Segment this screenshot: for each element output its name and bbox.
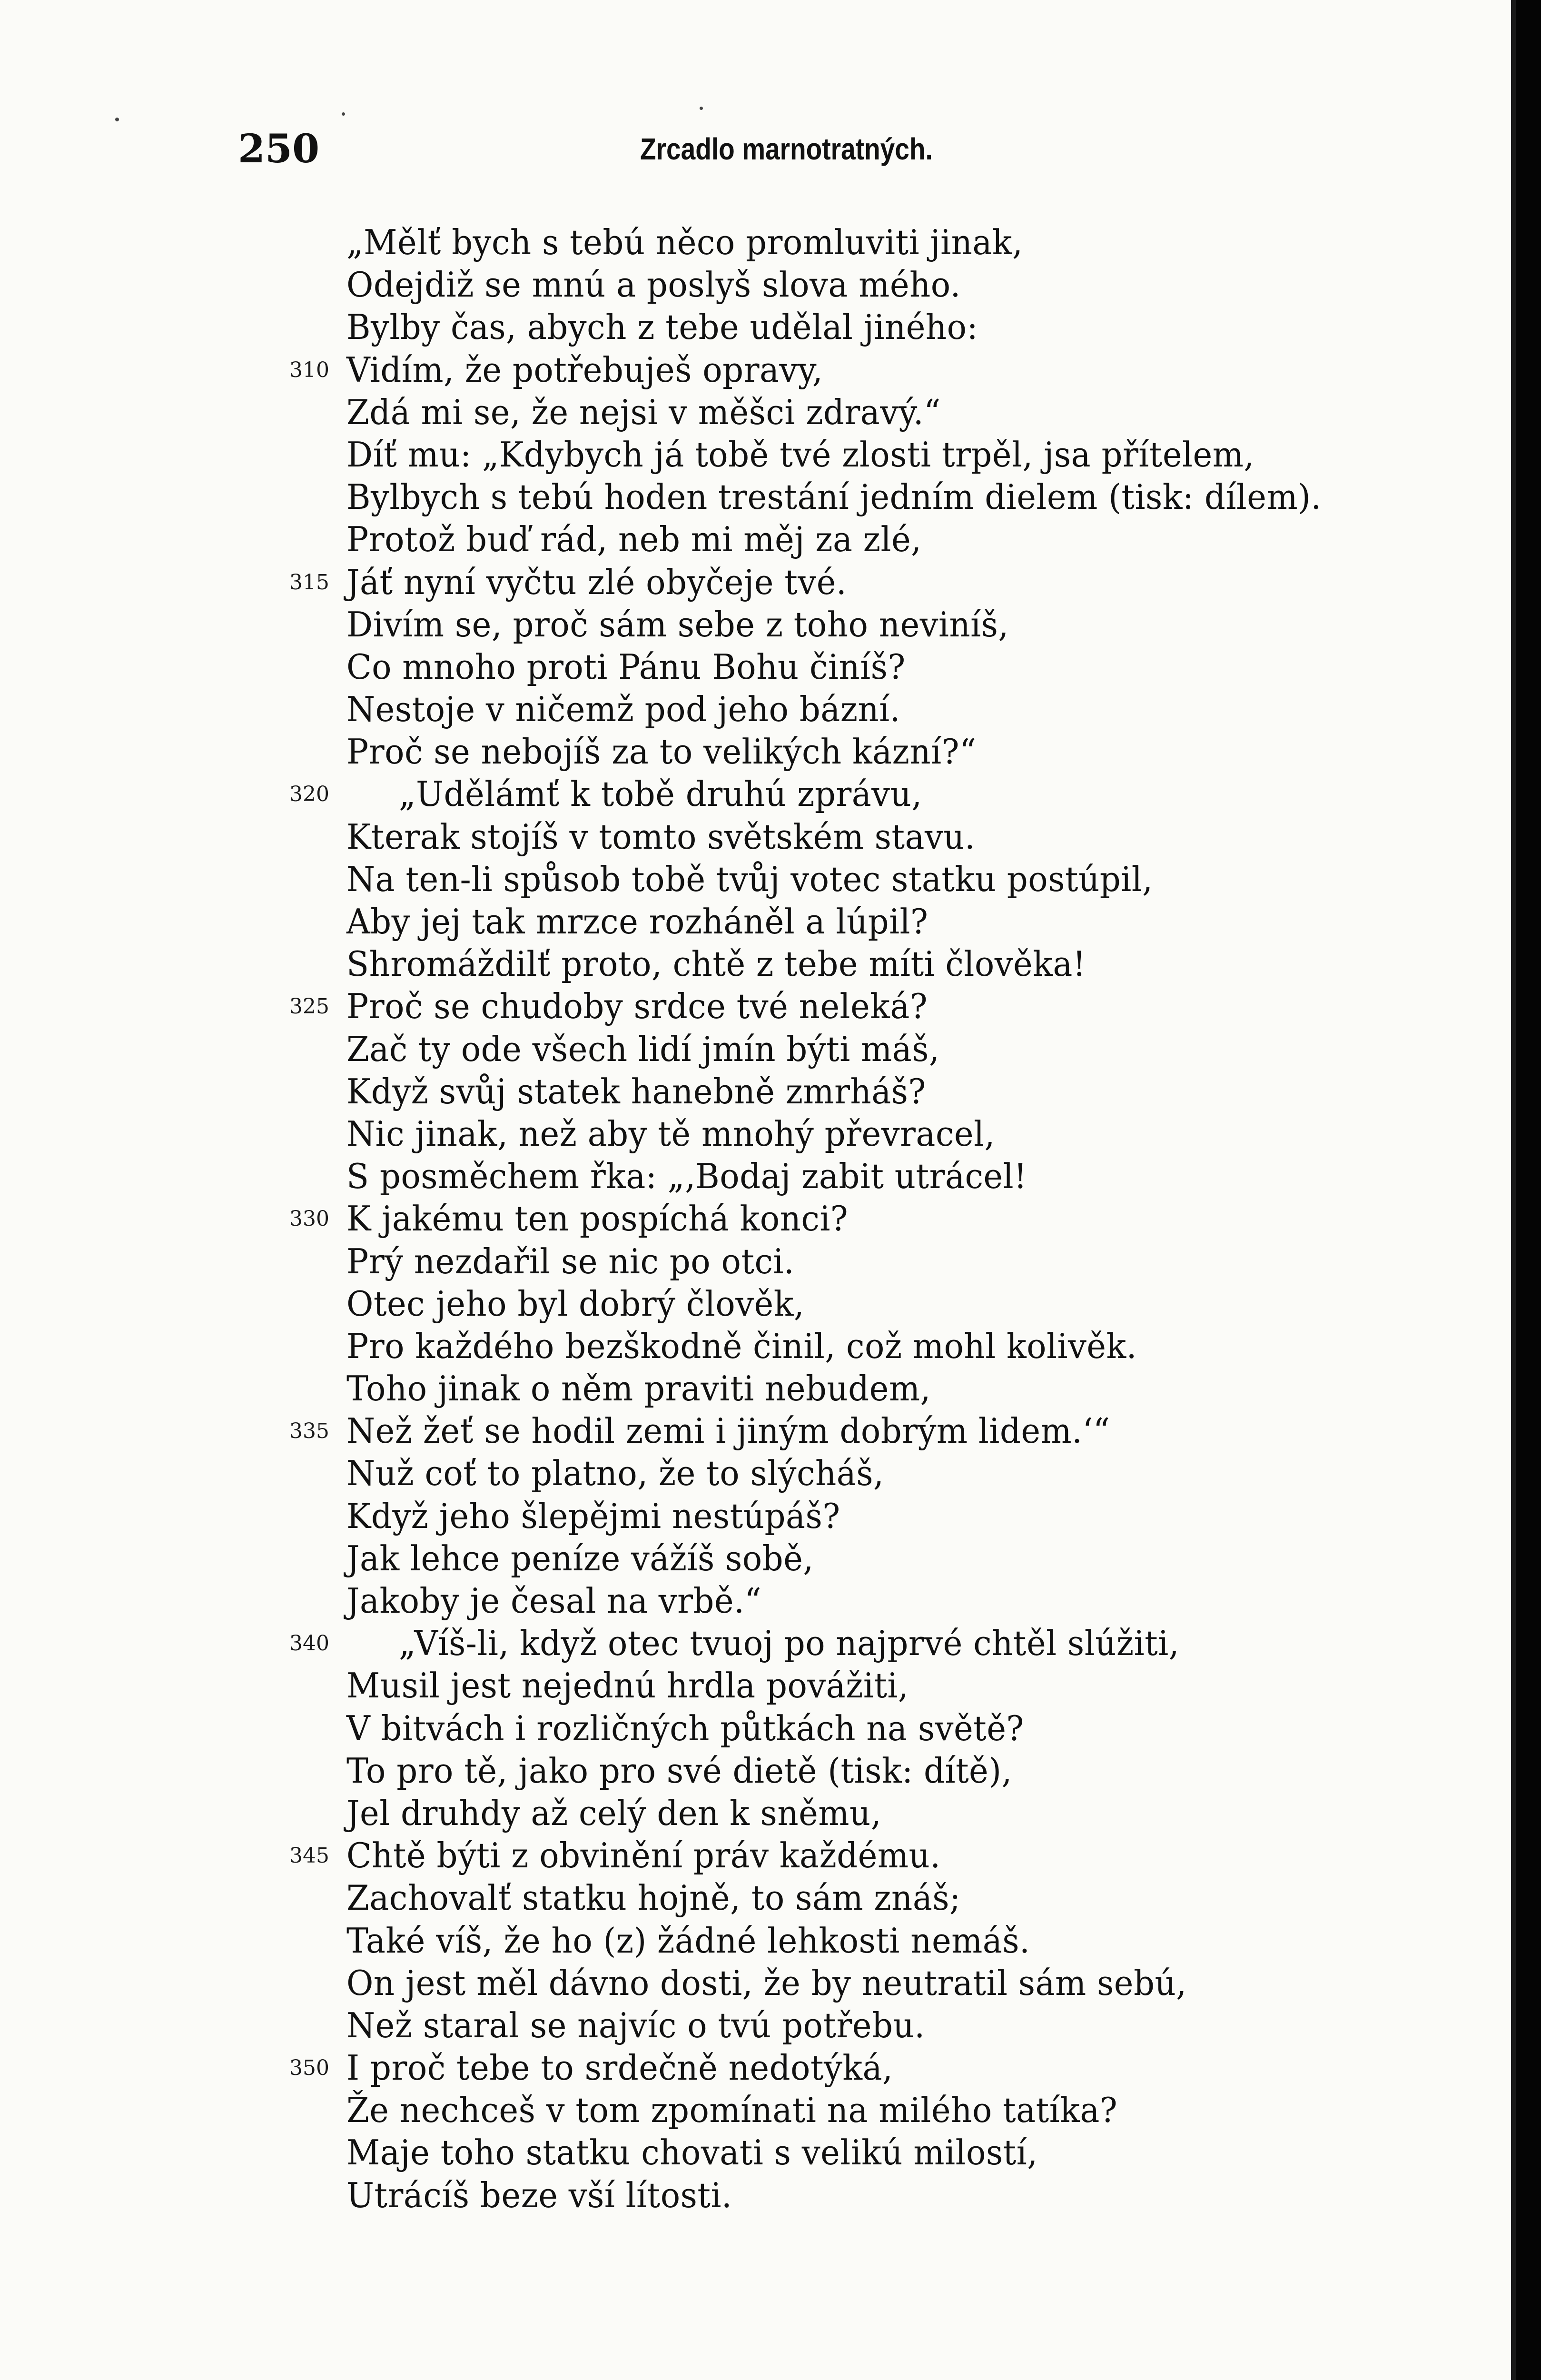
- verse-line: [0, 1325, 1516, 1368]
- verse-line: [0, 1622, 1516, 1665]
- verse-line: [0, 1283, 1516, 1325]
- verse-line-text: Jáť nyní vyčtu zlé obyčeje tvé.: [346, 562, 847, 602]
- verse-line-text: Maje toho statku chovati s velikú milostí,: [346, 2132, 1038, 2173]
- verse-line-text: Nic jinak, než aby tě mnohý převracel,: [346, 1113, 995, 1154]
- verse-line-number: 325: [289, 994, 329, 1019]
- verse-line: [0, 1665, 1516, 1707]
- verse-line: [0, 1537, 1516, 1580]
- verse-line: [0, 2004, 1516, 2047]
- verse-line-text: Zdá mi se, že nejsi v měšci zdravý.“: [346, 392, 941, 432]
- verse-line-text: Nestoje v ničemž pod jeho bázní.: [346, 689, 900, 730]
- verse-line-number: 320: [289, 782, 329, 807]
- scan-speck: [700, 107, 703, 110]
- verse-line-number: 350: [289, 2056, 329, 2081]
- verse-line: [0, 858, 1516, 901]
- verse-line: [0, 1028, 1516, 1071]
- verse-line-text: Utrácíš beze vší lítosti.: [346, 2175, 732, 2215]
- verse-line: [0, 1962, 1516, 2004]
- verse-line: [0, 1155, 1516, 1198]
- verse-line: [0, 1410, 1516, 1452]
- verse-line: [0, 518, 1516, 561]
- verse-line: [0, 773, 1516, 815]
- verse-line-number: 310: [289, 357, 329, 382]
- verse-line-text: Proč se chudoby srdce tvé neleká?: [346, 986, 928, 1027]
- verse-line-text: S posměchem řka: „‚Bodaj zabit utrácel!: [346, 1156, 1027, 1197]
- verse-line-text: Co mnoho proti Pánu Bohu činíš?: [346, 646, 906, 687]
- verse-line-text: Jak lehce peníze vážíš sobě,: [346, 1538, 814, 1578]
- verse-line: [0, 1707, 1516, 1750]
- verse-line-text: Pro každého bezškodně činil, což mohl kolivěk.: [346, 1326, 1137, 1366]
- verse-line: [0, 349, 1516, 391]
- verse-line: [0, 306, 1516, 348]
- verse-line: [0, 985, 1516, 1028]
- verse-line-text: Než staral se najvíc o tvú potřebu.: [346, 2005, 925, 2045]
- verse-line-number: 335: [289, 1419, 329, 1444]
- verse-line: [0, 561, 1516, 604]
- verse-line: [0, 264, 1516, 306]
- verse-line: [0, 943, 1516, 985]
- page-header: [0, 123, 1516, 175]
- verse-line-text: Než žeť se hodil zemi i jiným dobrým lidem.‘“: [346, 1411, 1110, 1451]
- verse-line-text: I proč tebe to srdečně nedotýká,: [346, 2048, 893, 2088]
- verse-line-text: Zachovalť statku hojně, to sám znáš;: [346, 1878, 961, 1918]
- verse-line: [0, 1792, 1516, 1835]
- verse-line-text: Kterak stojíš v tomto světském stavu.: [346, 816, 976, 857]
- verse-line-text: Divím se, proč sám sebe z toho neviníš,: [346, 604, 1009, 645]
- verse-line: [0, 901, 1516, 943]
- verse-line-text: Bylbych s tebú hoden trestání jedním dielem (tisk: dílem).: [346, 477, 1322, 517]
- verse-line: [0, 1240, 1516, 1283]
- verse-line-number: 340: [289, 1631, 329, 1656]
- verse-line: [0, 1368, 1516, 1410]
- verse-line: [0, 604, 1516, 646]
- verse-line-text: K jakému ten pospíchá konci?: [346, 1199, 849, 1239]
- scan-speck: [115, 118, 119, 121]
- verse-line: [0, 731, 1516, 773]
- verse-line: [0, 816, 1516, 858]
- verse-line-text: „Mělť bych s tebú něco promluviti jinak,: [346, 222, 1023, 262]
- verse-line: [0, 2132, 1516, 2174]
- verse-line-text: Na ten-li spůsob tobě tvůj votec statku postúpil,: [346, 859, 1153, 899]
- verse-line: [0, 2047, 1516, 2089]
- verse-line-text: Vidím, že potřebuješ opravy,: [346, 349, 823, 390]
- verse-line-text: Shromáždilť proto, chtě z tebe míti člověka!: [346, 944, 1086, 984]
- verse-line: [0, 1920, 1516, 1962]
- verse-line-text: Musil jest nejednú hrdla povážiti,: [346, 1666, 909, 1706]
- verse-line: [0, 2089, 1516, 2132]
- verse-line-text: „Víš-li, když otec tvuoj po najprvé chtěl slúžiti,: [399, 1623, 1180, 1664]
- verse-line: [0, 476, 1516, 518]
- verse-line-text: Díť mu: „Kdybych já tobě tvé zlosti trpěl, jsa přítelem,: [346, 434, 1255, 475]
- verse-line-text: Protož buď rád, neb mi měj za zlé,: [346, 519, 922, 560]
- verse-line-text: Že nechceš v tom zpomínati na milého tatíka?: [346, 2090, 1118, 2131]
- verse-line-text: Také víš, že ho (z) žádné lehkosti nemáš.: [346, 1920, 1030, 1961]
- verse-line: [0, 688, 1516, 731]
- verse-line-text: Otec jeho byl dobrý člověk,: [346, 1283, 805, 1324]
- verse-line: [0, 391, 1516, 434]
- verse-line-text: Chtě býti z obvinění práv každému.: [346, 1835, 941, 1876]
- verse-line-text: Když svůj statek hanebně zmrháš?: [346, 1071, 926, 1111]
- verse-line-text: Aby jej tak mrzce rozháněl a lúpil?: [346, 902, 929, 942]
- verse-line: [0, 1495, 1516, 1537]
- verse-line-number: 345: [289, 1844, 329, 1868]
- verse-line: [0, 1452, 1516, 1495]
- page-number: 250: [238, 126, 320, 172]
- poem-body: [0, 221, 1516, 2217]
- verse-line-text: To pro tě, jako pro své dietě (tisk: dítě),: [346, 1750, 1012, 1791]
- verse-line-text: Když jeho šlepějmi nestúpáš?: [346, 1496, 840, 1536]
- verse-line-number: 330: [289, 1207, 329, 1231]
- verse-line: [0, 2174, 1516, 2217]
- verse-line-text: Prý nezdařil se nic po otci.: [346, 1241, 795, 1281]
- verse-line: [0, 646, 1516, 688]
- verse-line-text: Jakoby je česal na vrbě.“: [346, 1581, 762, 1621]
- verse-line-text: Proč se nebojíš za to velikých kázní?“: [346, 732, 977, 772]
- verse-line: [0, 1750, 1516, 1792]
- scan-border-right: [1516, 0, 1541, 2380]
- verse-line: [0, 1877, 1516, 1919]
- verse-line-number: 315: [289, 570, 329, 595]
- verse-line: [0, 1113, 1516, 1155]
- verse-line: [0, 221, 1516, 264]
- verse-line-text: V bitvách i rozličných půtkách na světě?: [346, 1708, 1024, 1748]
- verse-line-text: Odejdiž se mnú a poslyš slova mého.: [346, 265, 961, 305]
- verse-line-text: Nuž coť to platno, že to slýcháš,: [346, 1453, 884, 1494]
- verse-line-text: Zač ty ode všech lidí jmín býti máš,: [346, 1029, 940, 1069]
- verse-line-text: Toho jinak o něm praviti nebudem,: [346, 1368, 931, 1409]
- verse-line: [0, 1835, 1516, 1877]
- verse-line: [0, 1198, 1516, 1240]
- verse-line-text: „Udělámť k tobě druhú zprávu,: [399, 774, 922, 814]
- verse-line-text: Bylby čas, abych z tebe udělal jiného:: [346, 307, 978, 347]
- verse-line-text: Jel druhdy až celý den k sněmu,: [346, 1793, 882, 1833]
- verse-line-text: On jest měl dávno dosti, že by neutratil sám sebú,: [346, 1963, 1187, 2003]
- verse-line: [0, 1580, 1516, 1622]
- verse-line: [0, 434, 1516, 476]
- verse-line: [0, 1071, 1516, 1113]
- scan-speck: [342, 112, 345, 116]
- running-title: Zrcadlo marnotratných.: [640, 132, 933, 166]
